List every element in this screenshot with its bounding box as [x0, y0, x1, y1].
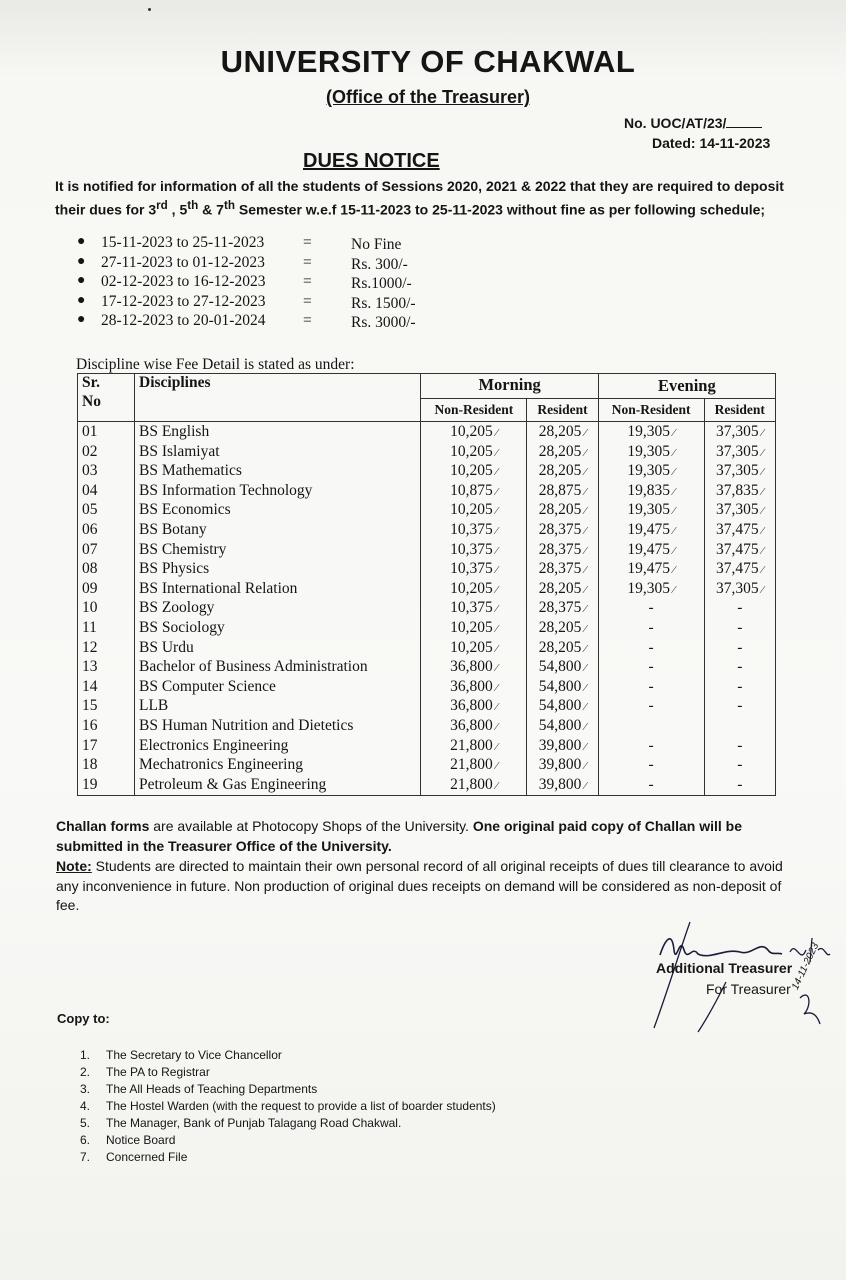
cell-evening-non-resident [598, 717, 704, 737]
cell-evening-resident: 37,305 ⁄ [704, 501, 775, 521]
document-page: UNIVERSITY OF CHAKWAL (Office of the Treasurer) No. UOC/AT/23/ Dated: 14-11-2023 DUES NOTICE It is notified for information of all the students of Sessions 2020, 2021 & 2022 that they are required to deposit their dues for 3rd , 5th & 7th Semester w.e.f 15-11-2023 to 25-11-2023 without fine as per following schedule; ● 15-11-2023 to 25-11-2023 = No Fine ● 27-11-2023 to 01-12-2023 = Rs. 300/- ● 02-12-2023 to 16-12-2023 = Rs.1000/- ● 17-12-2023 to 27-12-2023 = Rs. 1500/- ● 28-12-2023 to 20-01-2024 = Rs. 3000/- Discipline wise Fee Detail is stated as under: Sr. No Disciplines Morning Evening Non-Resident Resident Non-Resident Resident 01 BS English 10,205 ⁄ 28,205 ⁄ 19,305 ⁄ 37,305 ⁄ 02 BS Islamiyat 10,205 ⁄ 28,205 ⁄ 19,305 ⁄ 37,305 ⁄ 03 BS Mathematics 10,205 ⁄ 28,205 ⁄ 19,305 ⁄ 37,305 ⁄ 04 BS Information Technology 10,875 ⁄ 28,875 ⁄ 19,835 ⁄ 37,835 ⁄ 05 BS Economics 10,205 ⁄ 28,205 ⁄ 19,305 ⁄ 37,305 ⁄ 06 BS Botany 10,375 ⁄ 28,375 ⁄ 19,475 ⁄ 37,475 ⁄ 07 BS Chemistry 10,375 ⁄ 28,375 ⁄ 19,475 ⁄ 37,475 ⁄ 08 BS Physics 10,375 ⁄ 28,375 ⁄ 19,475 ⁄ 37,475 ⁄ 09 BS International Relation 10,205 ⁄ 28,205 ⁄ 19,305 ⁄ 37,305 ⁄ 10 BS Zoology 10,375 ⁄ 28,375 ⁄ - - 11 BS Sociology 10,205 ⁄ 28,205 ⁄ - - 12 BS Urdu 10,205 ⁄ 28,205 ⁄ - - 13 Bachelor of Business Administration 36,800 ⁄ 54,800 ⁄ - - 14 BS Computer Science 36,800 ⁄ 54,800 ⁄ - - 15 LLB 36,800 ⁄ 54,800 ⁄ - - 16 BS Human Nutrition and Dietetics 36,800 ⁄ 54,800 ⁄ 17 Electronics Engineering 21,800 ⁄ 39,800 ⁄ - - 18 Mechatronics Engineering 21,800 ⁄ 39,800 ⁄ - - 19 Petroleum & Gas Engineering 21,800 ⁄ 39,800 ⁄ - - Challan forms are available at Photocopy Shops of the University. One original paid copy of Challan will be submitted in the Treasurer Office of the University. Note: Students are directed to maintain their own personal record of all original receipts of dues till clearance to avoid any inconvenience in future. Non production of original dues receipts on demand will be considered as non-deposit of fee. Additional Treasurer For Treasurer 14-11-2023 Copy to: 1. The Secretary to Vice Chancellor 2. The PA to Registrar 3. The All Heads of Teaching Departments 4. The Hostel Warden (with the request to provide a list of boarder students) 5. The Manager, Bank of Punjab Talagang Road Chakwal. 6. Notice Board 7. Concerned File [0, 0, 846, 1280]
cell-morning-non-resident: 36,800 ⁄ [421, 717, 527, 737]
cell-morning-non-resident: 10,205 ⁄ [421, 580, 527, 600]
check-tick-icon: ⁄ [584, 524, 587, 537]
cell-evening-non-resident: - [598, 658, 704, 678]
header-sr: Sr. No [78, 374, 135, 422]
fee-table-body [78, 422, 776, 796]
check-tick-icon: ⁄ [584, 583, 587, 596]
cell-evening-non-resident: - [598, 737, 704, 757]
cell-morning-resident: 28,205 ⁄ [527, 422, 598, 443]
check-tick-icon: ⁄ [495, 446, 498, 459]
cell-evening-resident: 37,835 ⁄ [704, 482, 775, 502]
cell-evening-non-resident: - [598, 776, 704, 796]
check-tick-icon: ⁄ [495, 779, 498, 792]
cell-sr: 17 [78, 737, 135, 757]
cell-sr: 01 [78, 422, 135, 443]
cell-evening-resident: 37,305 ⁄ [704, 462, 775, 482]
cell-sr: 10 [78, 599, 135, 619]
cell-morning-resident: 54,800 ⁄ [527, 678, 598, 698]
check-tick-icon: ⁄ [673, 583, 675, 596]
cell-evening-non-resident: - [598, 697, 704, 717]
check-tick-icon: ⁄ [673, 524, 675, 537]
check-tick-icon: ⁄ [495, 583, 498, 596]
check-tick-icon: ⁄ [584, 446, 587, 459]
check-tick-icon: ⁄ [495, 427, 498, 439]
check-tick-icon: ⁄ [584, 642, 587, 655]
cell-sr: 04 [78, 482, 135, 502]
cell-evening-non-resident: - [598, 599, 704, 619]
check-tick-icon: ⁄ [673, 466, 675, 479]
check-tick-icon: ⁄ [584, 662, 587, 675]
cell-evening-non-resident: 19,305 ⁄ [598, 501, 704, 521]
check-tick-icon: ⁄ [495, 720, 498, 733]
cell-morning-non-resident: 10,375 ⁄ [421, 560, 527, 580]
header-evening: Evening [598, 374, 775, 399]
cell-morning-non-resident: 36,800 ⁄ [421, 697, 527, 717]
table-row [78, 697, 776, 717]
receipt-note: Note: Students are directed to maintain their own personal record of all original receipts of dues till clearance to avoid any inconvenience in future. Non production of original dues receipts on demand will be considered as non-deposit of fee. [56, 858, 783, 913]
reference-number: No. UOC/AT/23/ [624, 115, 762, 131]
copy-to-item: 1. The Secretary to Vice Chancellor [80, 1048, 282, 1062]
cell-discipline: BS Information Technology [135, 482, 421, 502]
notice-intro: It is notified for information of all the students of Sessions 2020, 2021 & 2022 that they are required to deposit their dues for 3rd , 5th & 7th Semester w.e.f 15-11-2023 to 25-11-2023 without fine as per following schedule; [55, 178, 784, 218]
cell-morning-resident: 28,375 ⁄ [527, 560, 598, 580]
check-tick-icon: ⁄ [584, 544, 587, 557]
cell-evening-non-resident: 19,475 ⁄ [598, 541, 704, 561]
cell-morning-resident: 39,800 ⁄ [527, 756, 598, 776]
cell-morning-non-resident: 10,375 ⁄ [421, 599, 527, 619]
notice-date: Dated: 14-11-2023 [652, 135, 771, 151]
cell-evening-resident: - [704, 639, 775, 659]
check-tick-icon: ⁄ [495, 505, 498, 518]
copy-to-list [80, 1048, 496, 1167]
cell-evening-non-resident: - [598, 619, 704, 639]
table-row [78, 678, 776, 698]
cell-discipline: BS Botany [135, 521, 421, 541]
cell-morning-non-resident: 10,205 ⁄ [421, 422, 527, 443]
cell-morning-resident: 39,800 ⁄ [527, 737, 598, 757]
check-tick-icon: ⁄ [673, 564, 675, 577]
cell-sr: 13 [78, 658, 135, 678]
header-disciplines: Disciplines [135, 374, 421, 422]
cell-discipline: BS Islamiyat [135, 443, 421, 463]
cell-evening-non-resident: 19,305 ⁄ [598, 422, 704, 443]
check-tick-icon: ⁄ [761, 446, 764, 459]
check-tick-icon: ⁄ [761, 544, 764, 557]
header-morning-non-resident: Non-Resident [421, 399, 527, 422]
cell-morning-resident: 28,205 ⁄ [527, 462, 598, 482]
cell-discipline: BS International Relation [135, 580, 421, 600]
table-row [78, 658, 776, 678]
cell-morning-resident: 54,800 ⁄ [527, 658, 598, 678]
cell-morning-resident: 28,205 ⁄ [527, 639, 598, 659]
cell-evening-non-resident: - [598, 756, 704, 776]
table-row [78, 756, 776, 776]
check-tick-icon: ⁄ [673, 485, 675, 498]
check-tick-icon: ⁄ [495, 485, 498, 498]
table-row [78, 521, 776, 541]
table-row [78, 717, 776, 737]
table-row [78, 776, 776, 796]
cell-discipline: BS Physics [135, 560, 421, 580]
cell-evening-resident [704, 717, 775, 737]
cell-discipline: BS Mathematics [135, 462, 421, 482]
fee-table-caption: Discipline wise Fee Detail is stated as under: [76, 356, 355, 373]
cell-morning-non-resident: 10,205 ⁄ [421, 462, 527, 482]
check-tick-icon: ⁄ [495, 544, 498, 557]
cell-morning-resident: 28,205 ⁄ [527, 501, 598, 521]
table-row [78, 619, 776, 639]
cell-discipline: BS Computer Science [135, 678, 421, 698]
handwritten-signature-icon [640, 910, 840, 1050]
cell-evening-resident: 37,305 ⁄ [704, 422, 775, 443]
table-row [78, 639, 776, 659]
cell-morning-non-resident: 21,800 ⁄ [421, 737, 527, 757]
cell-morning-non-resident: 10,375 ⁄ [421, 541, 527, 561]
table-row [78, 482, 776, 502]
cell-morning-non-resident: 10,205 ⁄ [421, 639, 527, 659]
cell-evening-non-resident: - [598, 678, 704, 698]
table-row [78, 599, 776, 619]
header-evening-non-resident: Non-Resident [598, 399, 704, 422]
cell-sr: 18 [78, 756, 135, 776]
copy-to-item: 4. The Hostel Warden (with the request to provide a list of boarder students) [80, 1099, 496, 1113]
signatory-for: For Treasurer [706, 981, 791, 997]
cell-morning-non-resident: 21,800 ⁄ [421, 776, 527, 796]
header-morning-resident: Resident [527, 399, 598, 422]
cell-sr: 14 [78, 678, 135, 698]
check-tick-icon: ⁄ [761, 485, 764, 498]
copy-to-item: 2. The PA to Registrar [80, 1065, 210, 1079]
cell-discipline: BS Sociology [135, 619, 421, 639]
cell-discipline: BS Chemistry [135, 541, 421, 561]
cell-sr: 09 [78, 580, 135, 600]
cell-morning-resident: 28,375 ⁄ [527, 521, 598, 541]
cell-evening-resident: - [704, 599, 775, 619]
check-tick-icon: ⁄ [584, 564, 587, 577]
cell-sr: 12 [78, 639, 135, 659]
cell-morning-non-resident: 36,800 ⁄ [421, 678, 527, 698]
cell-discipline: Bachelor of Business Administration [135, 658, 421, 678]
cell-sr: 05 [78, 501, 135, 521]
check-tick-icon: ⁄ [584, 779, 587, 792]
challan-note: Challan forms are available at Photocopy Shops of the University. One original paid copy of Challan will be submitted in the Treasurer Office of the University. [56, 818, 742, 854]
cell-sr: 03 [78, 462, 135, 482]
cell-discipline: BS Human Nutrition and Dietetics [135, 717, 421, 737]
cell-evening-non-resident: 19,835 ⁄ [598, 482, 704, 502]
check-tick-icon: ⁄ [584, 485, 587, 498]
check-tick-icon: ⁄ [584, 505, 587, 518]
signatory-designation: Additional Treasurer [656, 960, 793, 976]
cell-morning-resident: 28,375 ⁄ [527, 599, 598, 619]
table-row [78, 422, 776, 443]
cell-evening-resident: - [704, 776, 775, 796]
cell-discipline: BS Urdu [135, 639, 421, 659]
cell-discipline: Electronics Engineering [135, 737, 421, 757]
check-tick-icon: ⁄ [495, 740, 498, 753]
reference-blank [726, 127, 762, 128]
check-tick-icon: ⁄ [673, 544, 675, 557]
cell-evening-non-resident: - [598, 639, 704, 659]
check-tick-icon: ⁄ [584, 427, 587, 439]
copy-to-item: 3. The All Heads of Teaching Departments [80, 1082, 318, 1096]
table-row [78, 737, 776, 757]
fee-table [77, 373, 776, 796]
cell-evening-resident: 37,475 ⁄ [704, 521, 775, 541]
cell-morning-resident: 39,800 ⁄ [527, 776, 598, 796]
check-tick-icon: ⁄ [495, 564, 498, 577]
check-tick-icon: ⁄ [495, 622, 498, 635]
check-tick-icon: ⁄ [495, 466, 498, 479]
cell-morning-resident: 28,205 ⁄ [527, 443, 598, 463]
check-tick-icon: ⁄ [761, 466, 764, 479]
check-tick-icon: ⁄ [584, 681, 587, 694]
check-tick-icon: ⁄ [584, 466, 587, 479]
table-row [78, 541, 776, 561]
cell-evening-resident: - [704, 658, 775, 678]
cell-morning-resident: 54,800 ⁄ [527, 697, 598, 717]
table-row [78, 560, 776, 580]
cell-evening-resident: 37,475 ⁄ [704, 560, 775, 580]
copy-to-heading: Copy to: [57, 1011, 110, 1026]
check-tick-icon: ⁄ [584, 622, 587, 635]
check-tick-icon: ⁄ [495, 681, 498, 694]
check-tick-icon: ⁄ [495, 662, 498, 675]
check-tick-icon: ⁄ [495, 642, 498, 655]
cell-evening-resident: - [704, 697, 775, 717]
cell-morning-non-resident: 36,800 ⁄ [421, 658, 527, 678]
check-tick-icon: ⁄ [761, 524, 764, 537]
cell-evening-non-resident: 19,475 ⁄ [598, 560, 704, 580]
notice-title: DUES NOTICE [303, 150, 440, 172]
cell-morning-non-resident: 10,875 ⁄ [421, 482, 527, 502]
cell-evening-non-resident: 19,305 ⁄ [598, 443, 704, 463]
cell-sr: 08 [78, 560, 135, 580]
check-tick-icon: ⁄ [495, 701, 498, 714]
cell-discipline: BS English [135, 422, 421, 443]
cell-morning-resident: 28,205 ⁄ [527, 580, 598, 600]
check-tick-icon: ⁄ [673, 446, 675, 459]
check-tick-icon: ⁄ [761, 583, 764, 596]
check-tick-icon: ⁄ [584, 603, 587, 616]
cell-morning-non-resident: 10,205 ⁄ [421, 443, 527, 463]
cell-evening-non-resident: 19,305 ⁄ [598, 580, 704, 600]
cell-discipline: BS Economics [135, 501, 421, 521]
cell-evening-resident: - [704, 678, 775, 698]
cell-sr: 06 [78, 521, 135, 541]
copy-to-item: 5. The Manager, Bank of Punjab Talagang Road Chakwal. [80, 1116, 402, 1130]
cell-evening-resident: 37,305 ⁄ [704, 443, 775, 463]
university-title: UNIVERSITY OF CHAKWAL [220, 44, 636, 79]
check-tick-icon: ⁄ [584, 701, 587, 714]
table-row [78, 462, 776, 482]
scan-speck [148, 8, 151, 11]
check-tick-icon: ⁄ [495, 603, 498, 616]
cell-sr: 11 [78, 619, 135, 639]
cell-evening-non-resident: 19,475 ⁄ [598, 521, 704, 541]
check-tick-icon: ⁄ [584, 760, 587, 773]
cell-discipline: LLB [135, 697, 421, 717]
cell-sr: 19 [78, 776, 135, 796]
check-tick-icon: ⁄ [761, 427, 764, 439]
cell-evening-resident: - [704, 737, 775, 757]
check-tick-icon: ⁄ [495, 760, 498, 773]
cell-discipline: Mechatronics Engineering [135, 756, 421, 776]
copy-to-item: 6. Notice Board [80, 1133, 176, 1147]
cell-evening-resident: 37,305 ⁄ [704, 580, 775, 600]
check-tick-icon: ⁄ [761, 564, 764, 577]
header-morning: Morning [421, 374, 598, 399]
cell-morning-resident: 28,375 ⁄ [527, 541, 598, 561]
check-tick-icon: ⁄ [673, 427, 675, 439]
cell-sr: 07 [78, 541, 135, 561]
handwritten-date: 14-11-2023 [790, 941, 822, 992]
copy-to-item: 7. Concerned File [80, 1150, 188, 1164]
cell-morning-non-resident: 10,375 ⁄ [421, 521, 527, 541]
cell-morning-non-resident: 10,205 ⁄ [421, 501, 527, 521]
cell-discipline: BS Zoology [135, 599, 421, 619]
cell-morning-non-resident: 21,800 ⁄ [421, 756, 527, 776]
table-row [78, 501, 776, 521]
table-row [78, 580, 776, 600]
check-tick-icon: ⁄ [584, 740, 587, 753]
check-tick-icon: ⁄ [761, 505, 764, 518]
cell-evening-non-resident: 19,305 ⁄ [598, 462, 704, 482]
cell-morning-non-resident: 10,205 ⁄ [421, 619, 527, 639]
cell-morning-resident: 28,205 ⁄ [527, 619, 598, 639]
cell-evening-resident: - [704, 619, 775, 639]
header-evening-resident: Resident [704, 399, 775, 422]
cell-evening-resident: - [704, 756, 775, 776]
cell-sr: 16 [78, 717, 135, 737]
cell-morning-resident: 54,800 ⁄ [527, 717, 598, 737]
cell-sr: 02 [78, 443, 135, 463]
check-tick-icon: ⁄ [495, 524, 498, 537]
check-tick-icon: ⁄ [673, 505, 675, 518]
cell-discipline: Petroleum & Gas Engineering [135, 776, 421, 796]
cell-sr: 15 [78, 697, 135, 717]
office-subtitle: (Office of the Treasurer) [325, 87, 531, 107]
cell-morning-resident: 28,875 ⁄ [527, 482, 598, 502]
cell-evening-resident: 37,475 ⁄ [704, 541, 775, 561]
check-tick-icon: ⁄ [584, 720, 587, 733]
table-row [78, 443, 776, 463]
